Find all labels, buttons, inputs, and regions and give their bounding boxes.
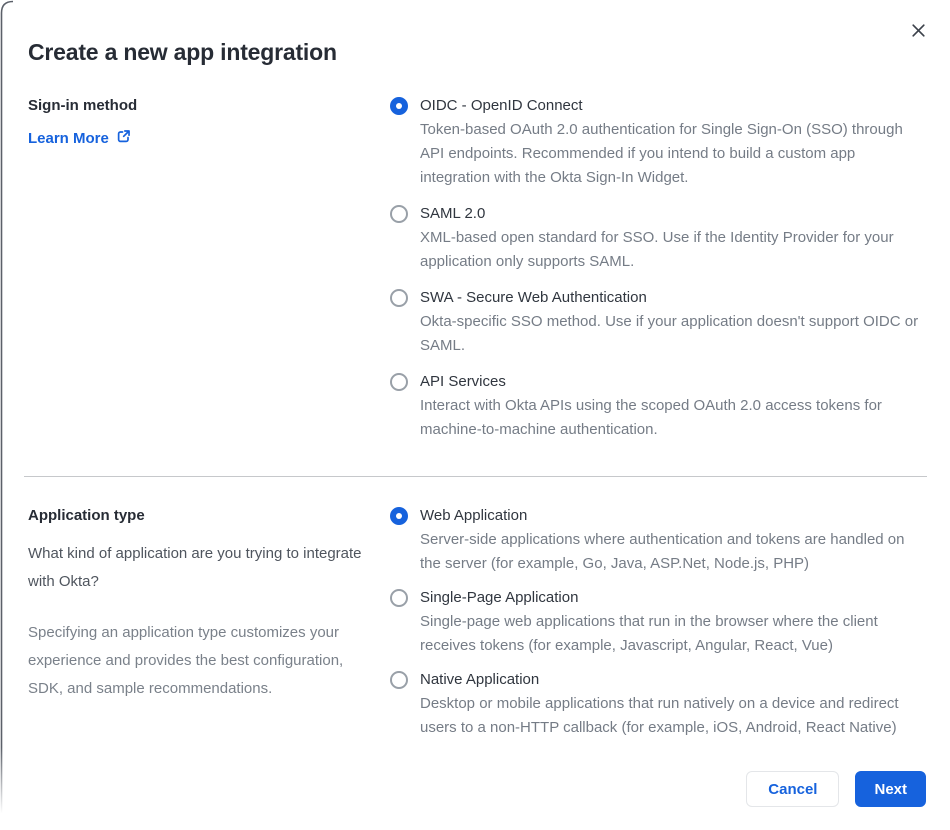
apptype-option-label[interactable]: Single-Page Application bbox=[420, 589, 579, 606]
radio-api-services[interactable] bbox=[390, 373, 408, 391]
apptype-option-label[interactable]: Native Application bbox=[420, 671, 540, 688]
cancel-button[interactable]: Cancel bbox=[746, 771, 839, 807]
signin-option-description: XML-based open standard for SSO. Use if the Identity Provider for your application only supports SAML. bbox=[420, 229, 894, 270]
apptype-question-text: What kind of application are you trying to integrate with Okta? bbox=[28, 545, 362, 590]
application-type-section bbox=[0, 504, 950, 740]
next-button[interactable]: Next bbox=[855, 771, 926, 807]
signin-option-description: Interact with Okta APIs using the scoped OAuth 2.0 access tokens for machine-to-machine authentication. bbox=[420, 397, 882, 438]
radio-web-application[interactable] bbox=[390, 507, 408, 525]
signin-option-api-services[interactable] bbox=[390, 370, 926, 442]
signin-option-label[interactable]: OIDC - OpenID Connect bbox=[420, 97, 583, 114]
apptype-option-spa[interactable] bbox=[390, 586, 926, 658]
radio-saml[interactable] bbox=[390, 205, 408, 223]
apptype-option-native[interactable] bbox=[390, 668, 926, 740]
section-divider bbox=[24, 476, 927, 477]
apptype-section-left bbox=[28, 504, 390, 740]
radio-oidc[interactable] bbox=[390, 97, 408, 115]
signin-option-description: Token-based OAuth 2.0 authentication for Single Sign-On (SSO) through API endpoints. Recommended if you intend to build a custom app integration with the Okta Sign-In Widget. bbox=[420, 121, 903, 186]
radio-native-application[interactable] bbox=[390, 671, 408, 689]
signin-method-section bbox=[0, 94, 950, 442]
apptype-option-label[interactable]: Web Application bbox=[420, 507, 528, 524]
signin-option-swa[interactable] bbox=[390, 286, 926, 358]
signin-option-oidc[interactable] bbox=[390, 94, 926, 190]
external-link-icon bbox=[116, 129, 131, 148]
modal-footer bbox=[0, 771, 950, 807]
learn-more-label: Learn More bbox=[28, 130, 109, 147]
signin-option-description: Okta-specific SSO method. Use if your application doesn't support OIDC or SAML. bbox=[420, 313, 919, 354]
apptype-option-web[interactable] bbox=[390, 504, 926, 576]
close-button[interactable] bbox=[906, 20, 930, 44]
modal-title: Create a new app integration bbox=[28, 39, 337, 65]
signin-option-label[interactable]: API Services bbox=[420, 373, 506, 390]
radio-single-page-application[interactable] bbox=[390, 589, 408, 607]
close-icon bbox=[911, 23, 926, 41]
radio-swa[interactable] bbox=[390, 289, 408, 307]
signin-option-saml[interactable] bbox=[390, 202, 926, 274]
apptype-option-description: Single-page web applications that run in the browser where the client receives tokens (for example, Javascript, Angular, React, Vue) bbox=[420, 613, 878, 654]
apptype-option-description: Server-side applications where authentication and tokens are handled on the server (for example, Go, Java, ASP.Net, Node.js, PHP) bbox=[420, 531, 905, 572]
signin-section-left bbox=[28, 94, 390, 442]
signin-option-label[interactable]: SWA - Secure Web Authentication bbox=[420, 289, 647, 306]
application-type-label: Application type bbox=[28, 507, 145, 524]
apptype-option-description: Desktop or mobile applications that run natively on a device and redirect users to a non-HTTP callback (for example, iOS, Android, React Native) bbox=[420, 695, 899, 736]
signin-method-label: Sign-in method bbox=[28, 97, 138, 114]
apptype-options-list bbox=[390, 504, 926, 740]
learn-more-link[interactable] bbox=[28, 129, 131, 148]
signin-option-label[interactable]: SAML 2.0 bbox=[420, 205, 486, 222]
modal-header bbox=[0, 0, 950, 66]
apptype-note-text: Specifying an application type customizes your experience and provides the best configuration, SDK, and sample recommendations. bbox=[28, 624, 344, 697]
signin-options-list bbox=[390, 94, 926, 442]
